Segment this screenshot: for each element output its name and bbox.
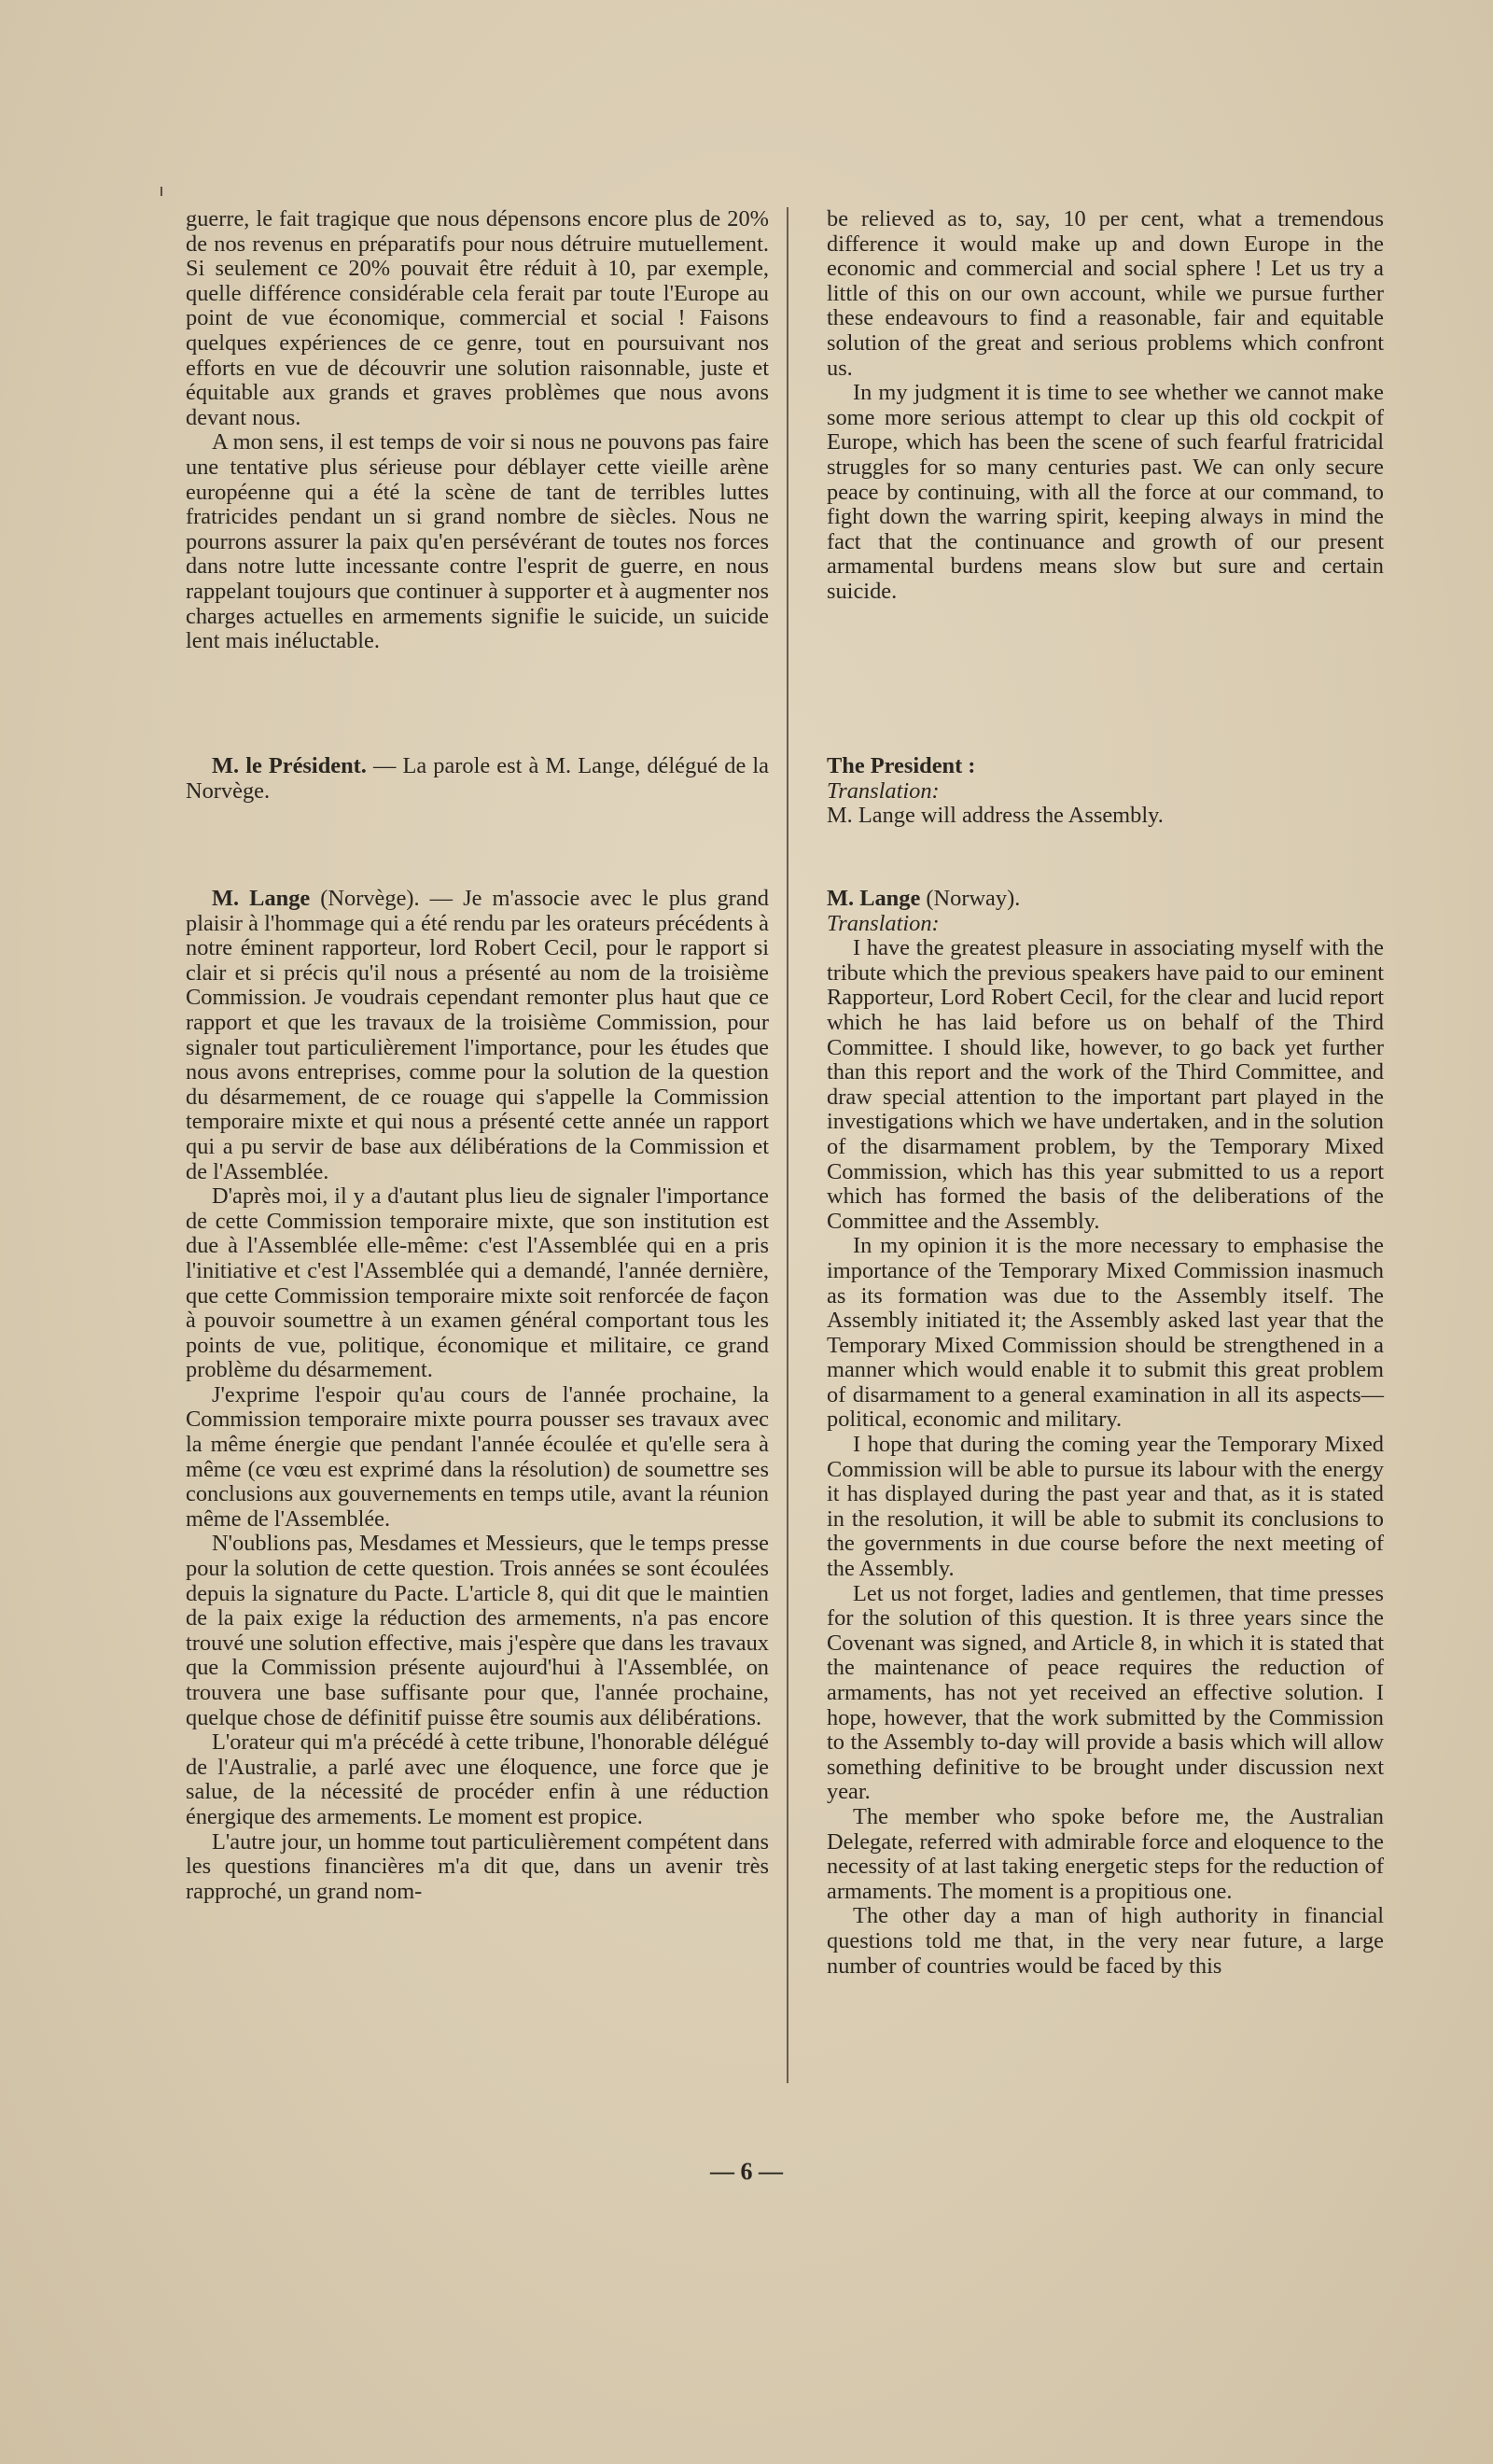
margin-mark xyxy=(160,187,162,196)
french-opening-block xyxy=(186,207,769,654)
paragraph: be relieved as to, say, 10 per cent, what a tremendous difference it would make up and down Europe in the economic and commercial and social sphere ! Let us try a little of this on our own account, while we pursue further these endeavours to find a reasonable, fair and equitable solution of the great and serious problems which confront us. xyxy=(827,206,1384,381)
paragraph: Let us not forget, ladies and gentlemen, that time presses for the solution of this question. It is three years since the Covenant was signed, and Article 8, in which it is stated that the maintenance of peace requires the reduction of armaments, has not yet received an effective solution. I hope, however, that the work submitted by the Commission to the Assembly to-day will provide a basis which will allow something definitive to be brought under discussion next year. xyxy=(827,1580,1384,1805)
french-lange-block xyxy=(186,887,769,1904)
french-president-block xyxy=(186,754,769,804)
translation-label: Translation: xyxy=(827,777,940,804)
paragraph: The member who spoke before me, the Australian Delegate, referred with admirable force and eloquence to the necessity of at last taking energetic steps for the reduction of armaments. The moment is a propitious one. xyxy=(827,1803,1384,1904)
english-president-block xyxy=(827,754,1384,829)
speaker-name: M. Lange xyxy=(827,886,921,911)
translation-label: Translation: xyxy=(827,910,940,936)
paragraph: I have the greatest pleasure in associating myself with the tribute which the previous speakers have paid to our eminent Rapporteur, Lord Robert Cecil, for the clear and lucid report which he has laid before us on behalf of the Third Committee. I should like, however, to go back yet further than this report and the work of the Third Committee, and draw special attention to the important part played in the investigations which we have undertaken, and in the solution of the disarmament problem, by the Temporary Mixed Commission, which has this year submitted to us a report which has formed the basis of the deliberations of the Committee and the Assembly. xyxy=(827,935,1384,1234)
speaker-country: (Norway). xyxy=(926,886,1021,911)
paragraph: A mon sens, il est temps de voir si nous ne pouvons pas faire une tentative plus sérieuse pour déblayer cette vieille arène européenne qui a été la scène de tant de terribles luttes fratricides pendant un si grand nombre de siècles. Nous ne pourrons assurer la paix qu'en persévérant de toutes nos forces dans notre lutte incessante contre l'esprit de guerre, en nous rappelant toujours que continuer à supporter et à augmenter nos charges actuelles en armements signifie le suicide, un suicide lent mais inéluctable. xyxy=(186,429,769,654)
paragraph: guerre, le fait tragique que nous dépensons encore plus de 20% de nos revenus en préparatifs pour nous détruire mutuellement. Si seulement ce 20% pouvait être réduit à 10, par exemple, quelle différence considérable cela ferait par toute l'Europe au point de vue économique, commercial et social ! Faisons quelques expériences de ce genre, tout en poursuivant nos efforts en vue de découvrir une solution raisonnable, juste et équitable aux grands et graves problèmes que nous avons devant nous. xyxy=(186,206,769,430)
speech-text: — La parole est à M. Lange, délégué de la Norvège. xyxy=(186,753,769,804)
speaker-name: M. Lange xyxy=(212,886,311,911)
paragraph: In my opinion it is the more necessary to emphasise the importance of the Temporary Mixed Commission inasmuch as its formation was due to the Assembly itself. The Assembly initiated it; the Assembly asked last year that the Temporary Mixed Commission should be strengthened in a manner which would enable it to submit this great problem of disarmament to a general examination in all its aspects—political, economic and military. xyxy=(827,1233,1384,1433)
paragraph: The other day a man of high authority in financial questions told me that, in the very near future, a large number of countries would be faced by this xyxy=(827,1903,1384,1979)
column-divider xyxy=(787,207,788,2083)
speech-text: M. Lange will address the Assembly. xyxy=(827,803,1164,829)
paragraph: In my judgment it is time to see whether we cannot make some more serious attempt to clear up this old cockpit of Europe, which has been the scene of such fearful fratricidal struggles for so many centuries past. We can only secure peace by continuing, with all the force at our command, to fight down the warring spirit, keeping always in mind the fact that the continuance and growth of our present armamental burdens means slow but sure and certain suicide. xyxy=(827,380,1384,604)
paragraph: L'autre jour, un homme tout particulièrement compétent dans les questions financières m'a dit que, dans un avenir très rapproché, un grand nom- xyxy=(186,1828,769,1904)
paragraph: N'oublions pas, Mesdames et Messieurs, que le temps presse pour la solution de cette question. Trois années se sont écoulées depuis la signature du Pacte. L'article 8, qui dit que le maintien de la paix exige la réduction des armements, n'a pas encore trouvé une solution effective, mais j'espère que dans les travaux que la Commission présente aujourd'hui à l'Assemblée, on trouvera une base suffisante pour que, l'année prochaine, quelque chose de définitif puisse être soumis aux délibérations. xyxy=(186,1531,769,1730)
page-number: — 6 — xyxy=(710,2158,783,2185)
paragraph: I hope that during the coming year the Temporary Mixed Commission will be able to pursue its labour with the energy it has displayed during the past year and that, as it is stated in the resolution, it will be able to submit its conclusions to the governments in due course before the next meeting of the Assembly. xyxy=(827,1432,1384,1582)
speech-text: (Norvège). — Je m'associe avec le plus grand plaisir à l'hommage qui a été rendu par les orateurs précédents à notre éminent rapporteur, lord Robert Cecil, pour le rapport si clair et si précis qu'il nous a présenté au nom de la troisième Commission. Je voudrais cependant remonter plus haut que ce rapport et que les travaux de la troisième Commission, pour signaler tout particulièrement l'importance, pour les études que nous avons entreprises, comme pour la solution de la question du désarmement, de ce rouage qui s'appelle la Commission temporaire mixte et qui nous a présenté cette année un rapport qui a pu servir de base aux délibérations de la Commission et de l'Assemblée. xyxy=(186,886,769,1184)
english-lange-block xyxy=(827,887,1384,1979)
speaker-name: M. le Président. xyxy=(212,753,367,778)
speaker-name: The President : xyxy=(827,753,976,778)
english-opening-block xyxy=(827,207,1384,605)
paragraph: J'exprime l'espoir qu'au cours de l'année prochaine, la Commission temporaire mixte pourra pousser ses travaux avec la même énergie que pendant l'année écoulée et qu'elle sera à même (ce vœu est exprimé dans la résolution) de soumettre ses conclusions aux gouvernements en temps utile, avant la réunion même de l'Assemblée. xyxy=(186,1381,769,1532)
paragraph: D'après moi, il y a d'autant plus lieu de signaler l'importance de cette Commission temporaire mixte, que son institution est due à l'Assemblée elle-même: c'est l'Assemblée qui en a pris l'initiative et c'est l'Assemblée qui a demandé, l'année dernière, que cette Commission temporaire mixte soit renforcée de façon à pouvoir soumettre à un examen général comportant tous les points de vue, politique, économique et militaire, ce grand problème du désarmement. xyxy=(186,1183,769,1383)
paragraph: L'orateur qui m'a précédé à cette tribune, l'honorable délégué de l'Australie, a parlé avec une éloquence, une force que je salue, de la nécessité de procéder enfin à une réduction énergique des armements. Le moment est propice. xyxy=(186,1729,769,1829)
